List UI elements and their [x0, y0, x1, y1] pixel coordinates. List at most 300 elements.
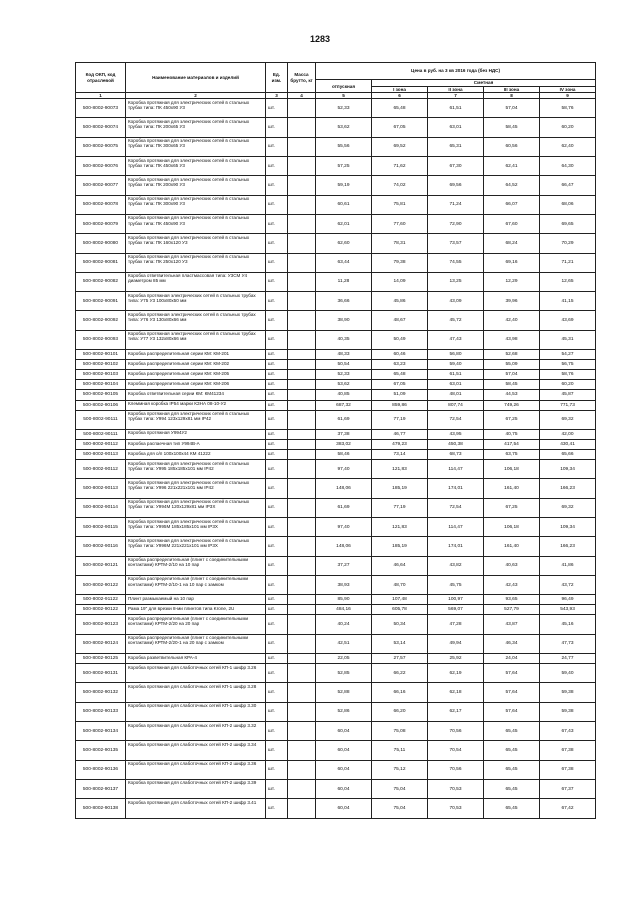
zone-3-price: 57,64	[484, 683, 540, 702]
table-row	[76, 799, 596, 818]
zone-4-price: 12,65	[540, 272, 596, 291]
column-number: 8	[484, 93, 540, 99]
release-price: 97,40	[316, 460, 372, 479]
zone-4-price: 59,38	[540, 683, 596, 702]
product-code: 500-8002-90106	[76, 400, 126, 410]
zone-3-price: 42,43	[484, 575, 540, 594]
zone-3-price: 55,09	[484, 360, 540, 370]
zone-4-price: 58,76	[540, 99, 596, 118]
zone-2-price: 72,90	[428, 214, 484, 233]
zone-4-price: 109,34	[540, 518, 596, 537]
zone-1-price: 185,19	[372, 537, 428, 556]
zone-4-price: 43,72	[540, 575, 596, 594]
unit-cell: шт.	[266, 390, 288, 400]
header-zone-2: II зона	[428, 87, 484, 93]
product-code: 500-8002-90078	[76, 195, 126, 214]
mass-cell	[288, 741, 316, 760]
zone-1-price: 75,08	[372, 722, 428, 741]
release-price: 48,33	[316, 350, 372, 360]
zone-3-price: 527,79	[484, 605, 540, 615]
product-code: 500-8002-90122	[76, 605, 126, 615]
table-row	[76, 615, 596, 634]
zone-4-price: 47,73	[540, 634, 596, 653]
zone-1-price: 859,86	[372, 400, 428, 410]
zone-1-price: 185,19	[372, 479, 428, 498]
zone-2-price: 71,24	[428, 195, 484, 214]
mass-cell	[288, 575, 316, 594]
product-code: 500-8002-90092	[76, 311, 126, 330]
unit-cell: шт.	[266, 518, 288, 537]
product-name: Коробка протяжная электрических сетей в стальных трубах типа: У75 У3 100х80х50 мм	[126, 292, 266, 311]
mass-cell	[288, 429, 316, 439]
zone-1-price: 79,38	[372, 253, 428, 272]
zone-3-price: 93,65	[484, 595, 540, 605]
zone-1-price: 48,70	[372, 575, 428, 594]
release-price: 62,01	[316, 214, 372, 233]
product-code: 500-8002-90075	[76, 137, 126, 156]
table-row	[76, 760, 596, 779]
release-price: 687,32	[316, 400, 372, 410]
zone-1-price: 46,64	[372, 556, 428, 575]
product-code: 500-8002-90112	[76, 440, 126, 450]
release-price: 22,05	[316, 654, 372, 664]
zone-4-price: 65,66	[540, 450, 596, 460]
product-name: Коробка протяжная для электрических сетей в стальных трубах типа: У994М 120х129х81 мм IP3X	[126, 498, 266, 517]
zone-2-price: 43,82	[428, 556, 484, 575]
release-price: 62,60	[316, 234, 372, 253]
product-code: 500-8002-90082	[76, 272, 126, 291]
zone-1-price: 77,19	[372, 410, 428, 429]
unit-cell: шт.	[266, 460, 288, 479]
zone-4-price: 70,29	[540, 234, 596, 253]
table-row	[76, 176, 596, 195]
table-row	[76, 214, 596, 233]
mass-cell	[288, 615, 316, 634]
table-row	[76, 272, 596, 291]
zone-4-price: 166,23	[540, 479, 596, 498]
table-row	[76, 99, 596, 118]
zone-2-price: 13,25	[428, 272, 484, 291]
unit-cell: шт.	[266, 654, 288, 664]
release-price: 37,38	[316, 429, 372, 439]
product-code: 500-8002-90104	[76, 380, 126, 390]
zone-2-price: 70,53	[428, 799, 484, 818]
zone-4-price: 58,76	[540, 370, 596, 380]
zone-2-price: 43,09	[428, 292, 484, 311]
zone-4-price: 69,32	[540, 410, 596, 429]
zone-4-price: 66,47	[540, 176, 596, 195]
zone-2-price: 62,17	[428, 702, 484, 721]
zone-4-price: 67,42	[540, 799, 596, 818]
zone-3-price: 65,45	[484, 722, 540, 741]
zone-2-price: 61,51	[428, 370, 484, 380]
product-name: Коробка распределительная (плинт с соединительными контактами) КРТМ-2/20-1 на 20 пар с замком	[126, 634, 266, 653]
zone-1-price: 69,52	[372, 137, 428, 156]
zone-1-price: 107,48	[372, 595, 428, 605]
product-code: 500-8002-90093	[76, 330, 126, 349]
product-code: 500-8002-90103	[76, 370, 126, 380]
table-row	[76, 380, 596, 390]
zone-4-price: 69,32	[540, 498, 596, 517]
product-code: 500-8002-90132	[76, 683, 126, 702]
zone-4-price: 60,20	[540, 118, 596, 137]
product-code: 500-8002-91122	[76, 595, 126, 605]
zone-1-price: 60,46	[372, 350, 428, 360]
zone-4-price: 96,49	[540, 595, 596, 605]
zone-3-price: 44,53	[484, 390, 540, 400]
mass-cell	[288, 330, 316, 349]
product-code: 500-8002-90113	[76, 479, 126, 498]
zone-3-price: 64,52	[484, 176, 540, 195]
zone-1-price: 67,05	[372, 118, 428, 137]
table-row	[76, 195, 596, 214]
release-price: 59,19	[316, 176, 372, 195]
product-name: Коробка протяжная электрических сетей в стальных трубах типа: У77 У3 132х80х66 мм	[126, 330, 266, 349]
product-name: Коробка протяжная для электрических сетей в стальных трубах типа: ПК 300х90 У3	[126, 195, 266, 214]
zone-2-price: 43,95	[428, 429, 484, 439]
mass-cell	[288, 664, 316, 683]
zone-2-price: 48,01	[428, 390, 484, 400]
zone-4-price: 68,06	[540, 195, 596, 214]
zone-2-price: 114,47	[428, 460, 484, 479]
zone-3-price: 68,24	[484, 234, 540, 253]
product-name: Коробка протяжная У994У2	[126, 429, 266, 439]
zone-2-price: 63,01	[428, 118, 484, 137]
unit-cell: шт.	[266, 575, 288, 594]
zone-4-price: 62,40	[540, 137, 596, 156]
zone-4-price: 43,69	[540, 311, 596, 330]
unit-cell: шт.	[266, 634, 288, 653]
zone-4-price: 64,30	[540, 157, 596, 176]
product-name: Коробка протяжная для электрических сетей в стальных трубах типа: У996М 221х221х101 мм IP3X	[126, 537, 266, 556]
zone-2-price: 70,53	[428, 779, 484, 798]
mass-cell	[288, 292, 316, 311]
product-name: Коробка распределительная (плинт с соединительными контактами) КРТМ-2/10-1 на 10 пар с замком	[126, 575, 266, 594]
zone-1-price: 75,04	[372, 779, 428, 798]
unit-cell: шт.	[266, 429, 288, 439]
release-price: 61,69	[316, 410, 372, 429]
zone-2-price: 56,80	[428, 350, 484, 360]
table-row	[76, 654, 596, 664]
mass-cell	[288, 779, 316, 798]
product-code: 500-8002-90113	[76, 450, 126, 460]
unit-cell: шт.	[266, 99, 288, 118]
price-table	[75, 62, 596, 819]
mass-cell	[288, 360, 316, 370]
unit-cell: шт.	[266, 479, 288, 498]
zone-4-price: 67,38	[540, 760, 596, 779]
zone-4-price: 60,20	[540, 380, 596, 390]
product-code: 500-8002-90121	[76, 556, 126, 575]
zone-3-price: 106,18	[484, 518, 540, 537]
zone-2-price: 69,56	[428, 176, 484, 195]
table-row	[76, 722, 596, 741]
unit-cell: шт.	[266, 440, 288, 450]
zone-1-price: 71,62	[372, 157, 428, 176]
column-number: 2	[126, 93, 266, 99]
product-name: Коробка протяжная для электрических сетей в стальных трубах типа: У994 123х129х81 мм IP42	[126, 410, 266, 429]
unit-cell: шт.	[266, 556, 288, 575]
header-code: Код ОКП, код отраслевой	[76, 63, 126, 93]
mass-cell	[288, 702, 316, 721]
zone-1-price: 75,12	[372, 760, 428, 779]
mass-cell	[288, 799, 316, 818]
column-number: 5	[316, 93, 372, 99]
zone-3-price: 24,04	[484, 654, 540, 664]
zone-3-price: 65,45	[484, 779, 540, 798]
table-row	[76, 292, 596, 311]
zone-3-price: 42,40	[484, 311, 540, 330]
release-price: 40,35	[316, 330, 372, 349]
zone-3-price: 57,04	[484, 99, 540, 118]
product-name: Коробка распределительная (плинт с соединительными контактами) КРТМ-2/20 на 20 пар	[126, 615, 266, 634]
mass-cell	[288, 634, 316, 653]
mass-cell	[288, 234, 316, 253]
table-row	[76, 429, 596, 439]
table-row	[76, 556, 596, 575]
product-name: Клеммная коробка IP54 марки КЗНА 08-10-У2	[126, 400, 266, 410]
unit-cell: шт.	[266, 330, 288, 349]
zone-1-price: 77,60	[372, 214, 428, 233]
release-price: 57,25	[316, 157, 372, 176]
zone-1-price: 65,48	[372, 99, 428, 118]
table-row	[76, 702, 596, 721]
zone-1-price: 74,02	[372, 176, 428, 195]
release-price: 60,04	[316, 722, 372, 741]
zone-3-price: 40,75	[484, 429, 540, 439]
unit-cell: шт.	[266, 370, 288, 380]
zone-3-price: 57,64	[484, 702, 540, 721]
zone-4-price: 45,87	[540, 390, 596, 400]
product-name: Коробка протяжная для слаботочных сетей КП-1 шифр 3.28	[126, 683, 266, 702]
unit-cell: шт.	[266, 595, 288, 605]
mass-cell	[288, 99, 316, 118]
product-code: 500-8002-90105	[76, 390, 126, 400]
zone-2-price: 569,07	[428, 605, 484, 615]
release-price: 42,51	[316, 634, 372, 653]
zone-1-price: 75,81	[372, 195, 428, 214]
mass-cell	[288, 400, 316, 410]
table-row	[76, 595, 596, 605]
product-name: Коробка ответвительная серии КМ: КМ41234	[126, 390, 266, 400]
product-name: Коробка протяжная для слаботочных сетей КП-2 шифр 3.39	[126, 779, 266, 798]
header-price-title: Цена в руб. на 3 кв 2016 года (без НДС)	[316, 63, 596, 80]
zone-4-price: 69,65	[540, 214, 596, 233]
zone-3-price: 69,16	[484, 253, 540, 272]
zone-1-price: 77,19	[372, 498, 428, 517]
zone-4-price: 67,43	[540, 722, 596, 741]
product-code: 500-8002-90133	[76, 702, 126, 721]
zone-1-price: 75,04	[372, 799, 428, 818]
product-name: Плинт размыкаемый на 10 пар	[126, 595, 266, 605]
unit-cell: шт.	[266, 799, 288, 818]
unit-cell: шт.	[266, 450, 288, 460]
mass-cell	[288, 683, 316, 702]
unit-cell: шт.	[266, 360, 288, 370]
zone-4-price: 67,37	[540, 779, 596, 798]
product-name: Коробка протяжная для электрических сетей в стальных трубах типа: У995М 185х185х101 мм IP3X	[126, 518, 266, 537]
zone-1-price: 605,78	[372, 605, 428, 615]
product-code: 500-8002-90111	[76, 429, 126, 439]
column-number: 6	[372, 93, 428, 99]
zone-2-price: 49,94	[428, 634, 484, 653]
unit-cell: шт.	[266, 400, 288, 410]
release-price: 58,46	[316, 450, 372, 460]
unit-cell: шт.	[266, 741, 288, 760]
zone-4-price: 771,73	[540, 400, 596, 410]
product-name: Коробка протяжная электрических сетей в стальных трубах типа: У76 У3 130х80х66 мм	[126, 311, 266, 330]
column-number: 9	[540, 93, 596, 99]
unit-cell: шт.	[266, 615, 288, 634]
product-name: Коробка протяжная для электрических сетей в стальных трубах типа: ПК 450х90 У3	[126, 99, 266, 118]
mass-cell	[288, 595, 316, 605]
mass-cell	[288, 253, 316, 272]
product-name: Коробка распаечная тип У994В-А	[126, 440, 266, 450]
header-release-price: отпускная	[316, 80, 372, 93]
release-price: 50,54	[316, 360, 372, 370]
zone-3-price: 66,07	[484, 195, 540, 214]
zone-1-price: 121,83	[372, 460, 428, 479]
release-price: 55,56	[316, 137, 372, 156]
release-price: 63,44	[316, 253, 372, 272]
unit-cell: шт.	[266, 380, 288, 390]
release-price: 148,06	[316, 537, 372, 556]
header-zone-3: III зона	[484, 87, 540, 93]
column-number: 7	[428, 93, 484, 99]
zone-2-price: 70,56	[428, 722, 484, 741]
unit-cell: шт.	[266, 292, 288, 311]
zone-1-price: 66,20	[372, 702, 428, 721]
mass-cell	[288, 556, 316, 575]
product-name: Коробка протяжная для электрических сетей в стальных трубах типа: У996 221х221х101 мм IP42	[126, 479, 266, 498]
table-body	[76, 99, 596, 818]
product-code: 500-8002-90077	[76, 176, 126, 195]
mass-cell	[288, 137, 316, 156]
mass-cell	[288, 118, 316, 137]
product-name: Коробка протяжная для слаботочных сетей КП-1 шифр 3.26	[126, 664, 266, 683]
zone-3-price: 58,45	[484, 118, 540, 137]
release-price: 60,61	[316, 195, 372, 214]
zone-4-price: 41,15	[540, 292, 596, 311]
zone-2-price: 65,31	[428, 137, 484, 156]
mass-cell	[288, 518, 316, 537]
product-code: 500-8002-90122	[76, 575, 126, 594]
mass-cell	[288, 479, 316, 498]
unit-cell: шт.	[266, 157, 288, 176]
unit-cell: шт.	[266, 272, 288, 291]
release-price: 40,85	[316, 390, 372, 400]
unit-cell: шт.	[266, 537, 288, 556]
header-unit: Ед. изм.	[266, 63, 288, 93]
table-row	[76, 479, 596, 498]
release-price: 38,90	[316, 311, 372, 330]
zone-1-price: 50,34	[372, 615, 428, 634]
page-number: 1283	[309, 34, 331, 44]
mass-cell	[288, 450, 316, 460]
product-code: 500-8002-90123	[76, 615, 126, 634]
table-row	[76, 683, 596, 702]
zone-2-price: 72,54	[428, 498, 484, 517]
product-name: Коробка протяжная для электрических сетей в стальных трубах типа: У995 185х185х101 мм IP42	[126, 460, 266, 479]
zone-4-price: 42,00	[540, 429, 596, 439]
table-row	[76, 518, 596, 537]
product-code: 500-8002-90080	[76, 234, 126, 253]
zone-1-price: 65,48	[372, 370, 428, 380]
zone-3-price: 65,45	[484, 760, 540, 779]
zone-1-price: 67,05	[372, 380, 428, 390]
unit-cell: шт.	[266, 498, 288, 517]
zone-2-price: 70,56	[428, 760, 484, 779]
zone-1-price: 50,49	[372, 330, 428, 349]
zone-4-price: 56,75	[540, 360, 596, 370]
header-mass: Масса брутто, кг	[288, 63, 316, 93]
product-name: Коробка распределительная (плинт с соединительными контактами) КРТМ-2/10 на 10 пар	[126, 556, 266, 575]
table-row	[76, 311, 596, 330]
zone-1-price: 66,22	[372, 664, 428, 683]
column-number: 4	[288, 93, 316, 99]
product-code: 500-8002-90115	[76, 518, 126, 537]
unit-cell: шт.	[266, 605, 288, 615]
mass-cell	[288, 157, 316, 176]
zone-2-price: 67,30	[428, 157, 484, 176]
mass-cell	[288, 195, 316, 214]
unit-cell: шт.	[266, 214, 288, 233]
product-code: 500-8002-90138	[76, 799, 126, 818]
zone-2-price: 63,01	[428, 380, 484, 390]
zone-3-price: 65,45	[484, 799, 540, 818]
zone-3-price: 67,25	[484, 498, 540, 517]
unit-cell: шт.	[266, 702, 288, 721]
zone-2-price: 61,51	[428, 99, 484, 118]
table-row	[76, 137, 596, 156]
zone-4-price: 24,77	[540, 654, 596, 664]
zone-2-price: 174,01	[428, 537, 484, 556]
release-price: 383,02	[316, 440, 372, 450]
release-price: 484,16	[316, 605, 372, 615]
product-name: Коробка для о/п 100х100х44 КМ 41222	[126, 450, 266, 460]
release-price: 38,93	[316, 575, 372, 594]
zone-2-price: 59,40	[428, 360, 484, 370]
table-row	[76, 118, 596, 137]
release-price: 60,04	[316, 741, 372, 760]
column-number: 3	[266, 93, 288, 99]
table-row	[76, 350, 596, 360]
product-code: 500-8002-90131	[76, 664, 126, 683]
product-name: Коробка протяжная для слаботочных сетей КП-2 шифр 3.36	[126, 760, 266, 779]
product-code: 500-8002-90116	[76, 537, 126, 556]
table-row	[76, 537, 596, 556]
zone-3-price: 749,26	[484, 400, 540, 410]
unit-cell: шт.	[266, 176, 288, 195]
product-name: Коробка протяжная для слаботочных сетей КП-2 шифр 3.34	[126, 741, 266, 760]
zone-1-price: 73,14	[372, 450, 428, 460]
zone-3-price: 12,29	[484, 272, 540, 291]
release-price: 148,06	[316, 479, 372, 498]
zone-3-price: 106,18	[484, 460, 540, 479]
zone-1-price: 51,09	[372, 390, 428, 400]
table-row	[76, 360, 596, 370]
zone-3-price: 67,25	[484, 410, 540, 429]
release-price: 36,66	[316, 292, 372, 311]
product-code: 500-8002-90091	[76, 292, 126, 311]
unit-cell: шт.	[266, 118, 288, 137]
zone-2-price: 45,72	[428, 311, 484, 330]
release-price: 61,69	[316, 498, 372, 517]
zone-3-price: 57,64	[484, 664, 540, 683]
unit-cell: шт.	[266, 311, 288, 330]
zone-4-price: 59,40	[540, 664, 596, 683]
table-row	[76, 450, 596, 460]
